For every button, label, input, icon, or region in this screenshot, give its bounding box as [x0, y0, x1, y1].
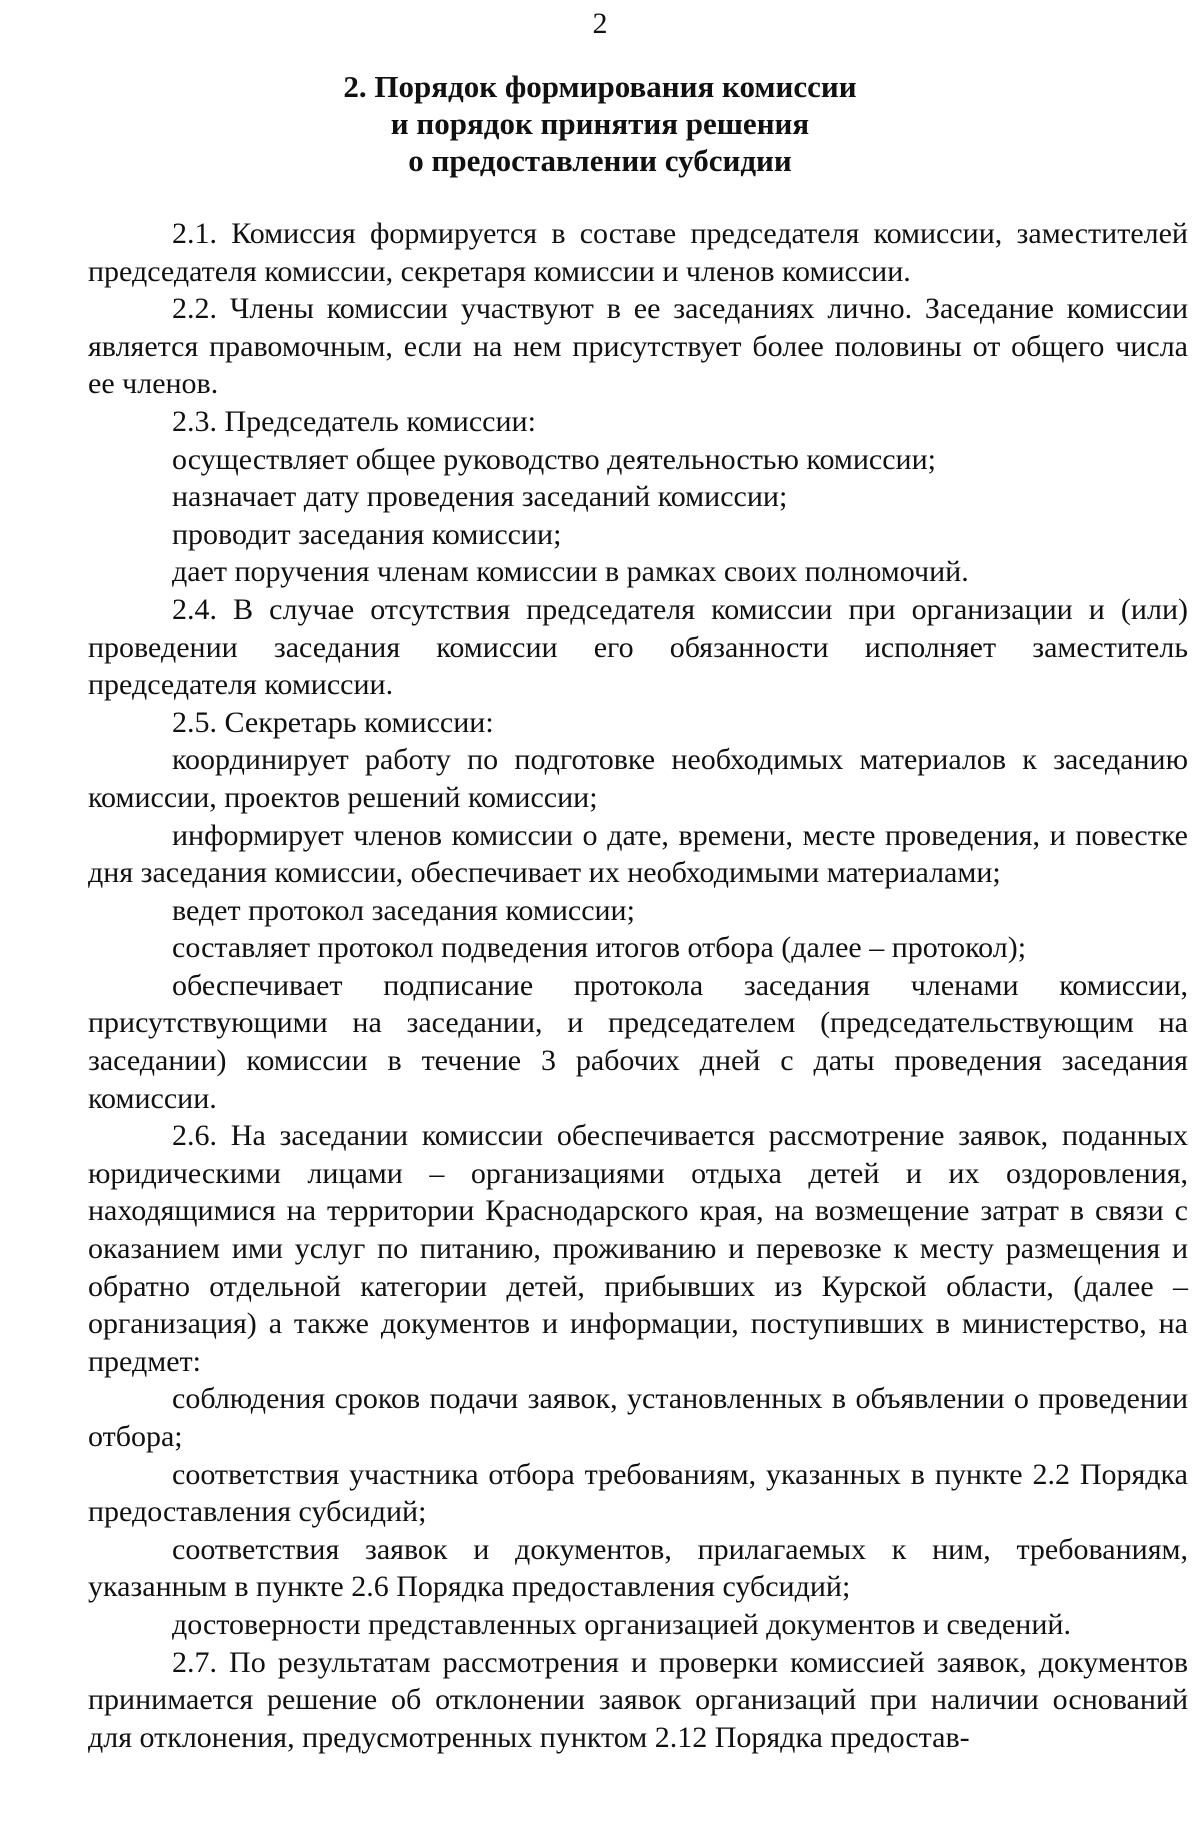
list-item: соответствия участника отбора требованиям, указанных в пункте 2.2 Порядка предоставления субсидий; [88, 1457, 1188, 1529]
list-item: информирует членов комиссии о дате, времени, месте проведения, и повестке дня заседания комиссии, обеспечивает их необходимыми материалами; [88, 818, 1188, 890]
list-item: дает поручения членам комиссии в рамках своих полномочий. [172, 555, 969, 589]
paragraph-2-5: 2.5. Секретарь комиссии: [172, 705, 494, 739]
paragraph-2-4: 2.4. В случае отсутствия председателя комиссии при организации и (или) проведении заседания комиссии его обязанности исполняет заместитель председателя комиссии. [88, 592, 1188, 702]
paragraph-2-2: 2.2. Члены комиссии участвуют в ее заседаниях лично. Заседание комиссии является правомочным, если на нем присутствует более половины от общего числа ее членов. [88, 292, 1188, 401]
paragraph-2-3: 2.3. Председатель комиссии: [172, 404, 536, 438]
paragraph-2-7: 2.7. По результатам рассмотрения и проверки комиссией заявок, документов принимается решение об отклонении заявок организаций при наличии оснований для отклонения, предусмотренных пунктом 2.12 Порядка предостав- [88, 1645, 1188, 1754]
document-body [88, 215, 1188, 1756]
list-item: ведет протокол заседания комиссии; [172, 893, 635, 927]
paragraph-2-1: 2.1. Комиссия формируется в составе председателя комиссии, заместителей председателя комиссии, секретаря комиссии и членов комиссии. [88, 217, 1188, 288]
paragraph-2-6: 2.6. На заседании комиссии обеспечивается рассмотрение заявок, поданных юридическими лицами – организациями отдыха детей и их оздоровления, находящимися на территории Краснодарского края, на возмещение затрат в связи с оказанием ими услуг по питанию, проживанию и перевозке к месту размещения и обратно отдельной категории детей, прибывших из Курской области, (далее – организация) а также документов и информации, поступивших в министерство, на предмет: [88, 1119, 1188, 1378]
page-number: 2 [592, 7, 608, 40]
list-item: соблюдения сроков подачи заявок, установленных в объявлении о проведении отбора; [88, 1382, 1188, 1453]
list-item: соответствия заявок и документов, прилагаемых к ним, требованиям, указанным в пункте 2.6 Порядка предоставления субсидий; [88, 1532, 1188, 1604]
list-item: координирует работу по подготовке необходимых материалов к заседанию комиссии, проектов решений комиссии; [88, 743, 1188, 814]
title-line-2: и порядок принятия решения [390, 106, 810, 141]
list-item: составляет протокол подведения итогов отбора (далее – протокол); [172, 931, 1027, 965]
list-item: осуществляет общее руководство деятельностью комиссии; [172, 442, 936, 476]
title-line-3: о предоставлении субсидии [408, 143, 792, 178]
title-line-1: 2. Порядок формирования комиссии [343, 69, 857, 104]
list-item: проводит заседания комиссии; [172, 517, 562, 551]
list-item: обеспечивает подписание протокола заседания членами комиссии, присутствующими на заседании, и председателем (председательствующим на заседании) комиссии в течение 3 рабочих дней с даты проведения заседания комиссии. [88, 968, 1188, 1115]
section-title [0, 68, 1200, 179]
list-item: назначает дату проведения заседаний комиссии; [172, 480, 788, 514]
list-item: достоверности представленных организацией документов и сведений. [172, 1607, 1071, 1641]
